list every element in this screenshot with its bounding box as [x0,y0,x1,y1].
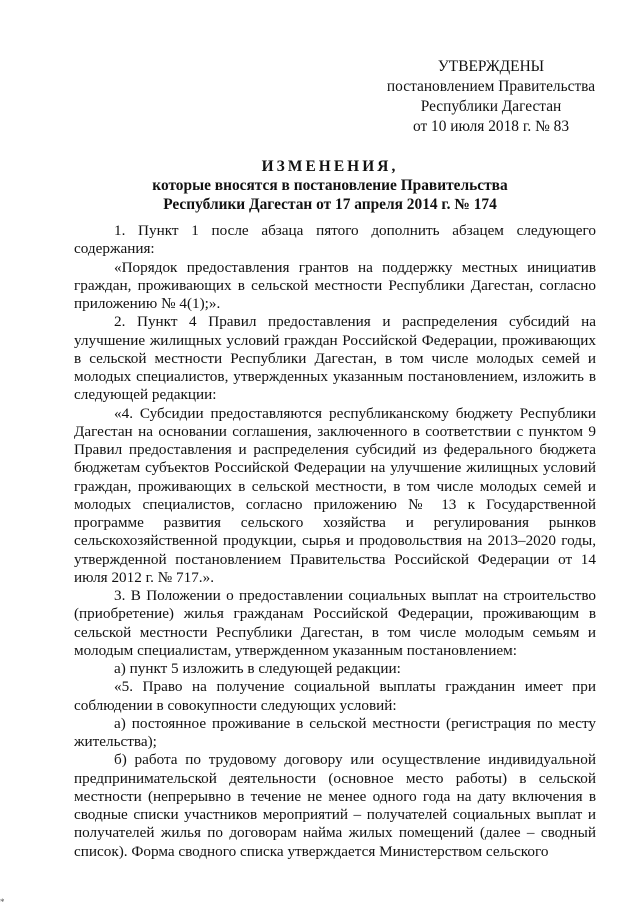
title-subtitle: Республики Дагестан от 17 апреля 2014 г. № 174 [163,196,497,213]
paragraph: «5. Право на получение социальной выплаты гражданин имеет при соблюдении в совокупности следующих условий: [74,678,596,714]
paragraph: 2. Пункт 4 Правил предоставления и распределения субсидий на улучшение жилищных условий граждан Российской Федерации, проживающих в сельской местности Республики Дагестан, в том числе молодых семей и молодых специалистов, утвержденных указанным постановлением, изложить в следующей редакции: [74,313,596,404]
paragraph: б) работа по трудовому договору или осуществление индивидуальной предпринимательской деятельности (основное место работы) в сельской местности (непрерывно в течение не менее одного года на дату включения в сводные списки участников мероприятий – получателей социальных выплат и получателей жилья по договорам найма жилых помещений (далее – сводный список). Форма сводного списка утверждается Министерством сельского [74,751,596,860]
approval-date: от 10 июля 2018 г. № 83 [412,118,570,135]
paragraph: «4. Субсидии предоставляются республиканскому бюджету Республики Дагестан на основании соглашения, заключенного в соответствии с пунктом 9 Правил предоставления и распределения субсидий из федерального бюджета бюджетам субъектов Российской Федерации на улучшение жилищных условий граждан, проживающих в сельской местности, в том числе молодых семей и молодых специалистов, согласно приложению № 13 к Государственной программе развития сельского хозяйства и регулирования рынков сельскохозяйственной продукции, сырья и продовольствия на 2013–2020 годы, утвержденной постановлением Правительства Российской Федерации от 14 июля 2012 г. № 717.». [74,404,596,586]
paragraph: «Порядок предоставления грантов на поддержку местных инициатив граждан, проживающих в сельской местности Республики Дагестан, согласно приложению № 4(1);». [74,258,596,312]
approval-line: Республики Дагестан [420,98,562,115]
document-title [60,157,600,214]
approval-stamp [380,57,602,137]
title-subtitle: которые вносятся в постановление Правительства [152,177,508,194]
paragraph: а) постоянное проживание в сельской местности (регистрация по месту жительства); [74,714,596,750]
title-heading: ИЗМЕНЕНИЯ, [261,158,399,175]
paragraph: 1. Пункт 1 после абзаца пятого дополнить абзацем следующего содержания: [74,222,596,258]
scan-mark: * [0,897,5,907]
approval-heading: УТВЕРЖДЕНЫ [437,58,545,75]
approval-line: постановлением Правительства [386,78,596,95]
paragraph: 3. В Положении о предоставлении социальных выплат на строительство (приобретение) жилья гражданам Российской Федерации, проживающим в сельской местности Республики Дагестан, в том числе молодым семьям и молодым специалистам, утвержденном указанным постановлением: [74,587,596,659]
document-body [74,222,596,861]
paragraph: а) пункт 5 изложить в следующей редакции: [114,660,401,677]
